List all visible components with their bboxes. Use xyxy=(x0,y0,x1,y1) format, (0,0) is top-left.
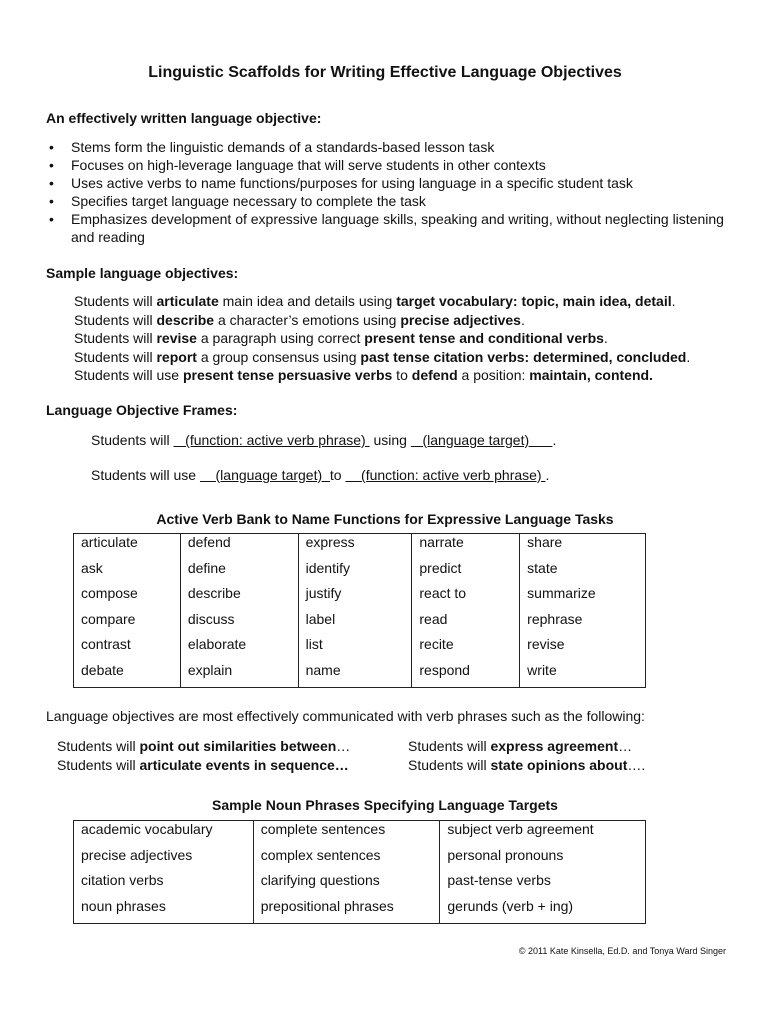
text-segment: present tense and conditional verbs xyxy=(364,330,604,346)
table-cell: prepositional phrases xyxy=(253,898,440,924)
text-segment: main idea and details using xyxy=(218,293,397,309)
table-cell: debate xyxy=(74,662,181,688)
text-segment: articulate events in sequence… xyxy=(139,756,349,773)
text-segment: defend xyxy=(411,367,458,383)
table-cell: citation verbs xyxy=(74,872,254,898)
table-cell: list xyxy=(298,636,412,662)
table-cell: complex sentences xyxy=(253,847,440,873)
table-cell: compose xyxy=(74,585,181,611)
table-cell: ask xyxy=(74,560,181,586)
table-cell: discuss xyxy=(180,611,298,637)
table-cell: express xyxy=(298,534,412,560)
text-segment: express agreement xyxy=(490,738,619,754)
table-cell: past-tense verbs xyxy=(440,872,646,898)
text-segment: . xyxy=(520,311,525,328)
table-row xyxy=(74,898,646,924)
table-row xyxy=(74,821,646,847)
table-row xyxy=(74,872,646,898)
table-cell: justify xyxy=(298,585,412,611)
table-cell: summarize xyxy=(520,585,646,611)
text-segment: a group consensus using xyxy=(196,348,361,365)
noun-phrases-caption: Sample Noun Phrases Specifying Language Targets xyxy=(212,797,558,813)
text-segment: a paragraph using correct xyxy=(196,330,365,346)
table-cell: narrate xyxy=(412,534,520,560)
table-row xyxy=(74,560,646,586)
section-heading-samples: Sample language objectives: xyxy=(46,265,239,281)
table-cell: label xyxy=(298,611,412,637)
table-cell: gerunds (verb + ing) xyxy=(440,898,646,924)
table-cell: precise adjectives xyxy=(74,847,254,873)
text-segment: a character’s emotions using xyxy=(214,311,401,328)
table-cell: share xyxy=(520,534,646,560)
text-segment: state opinions about xyxy=(490,756,628,773)
text-segment: . xyxy=(686,348,691,365)
text-segment: Students will xyxy=(74,348,157,365)
list-item: • Stems form the linguistic demands of a standards-based lesson task xyxy=(49,139,495,155)
list-item: • Specifies target language necessary to complete the task xyxy=(49,193,426,209)
verb-phrases-left xyxy=(57,737,350,774)
text-segment: maintain, contend. xyxy=(529,367,653,383)
table-cell: defend xyxy=(180,534,298,560)
table-cell: explain xyxy=(180,662,298,688)
verb-phrase-line xyxy=(57,756,350,775)
text-segment: Students will xyxy=(57,756,140,773)
table-cell: write xyxy=(520,662,646,688)
table-cell: rephrase xyxy=(520,611,646,637)
text-segment: …. xyxy=(627,756,646,773)
bullet-icon: • xyxy=(49,193,54,209)
table-cell: predict xyxy=(412,560,520,586)
list-item: • Uses active verbs to name functions/purposes for using language in a specific student task xyxy=(49,175,633,191)
table-cell: respond xyxy=(412,662,520,688)
text-segment: Students will xyxy=(408,756,491,773)
text-segment: a position: xyxy=(457,367,530,383)
objective-frame-2: Students will use (language target) to (function: active verb phrase) . xyxy=(91,467,550,483)
table-cell: read xyxy=(412,611,520,637)
sample-line xyxy=(74,348,690,367)
text-segment: to xyxy=(392,367,412,383)
page-title: Linguistic Scaffolds for Writing Effective Language Objectives xyxy=(148,64,622,81)
section-heading-objective: An effectively written language objective: xyxy=(46,110,322,126)
text-segment: . xyxy=(671,293,676,309)
text-segment: Students will xyxy=(74,293,157,309)
text-segment: . xyxy=(603,330,608,346)
verb-phrase-line xyxy=(57,737,350,756)
table-row xyxy=(74,662,646,688)
sample-line xyxy=(74,292,690,311)
table-cell: state xyxy=(520,560,646,586)
sample-line xyxy=(74,311,690,330)
verb-phrase-line xyxy=(408,756,645,775)
table-cell: elaborate xyxy=(180,636,298,662)
table-cell: identify xyxy=(298,560,412,586)
table-cell: compare xyxy=(74,611,181,637)
list-item: • Focuses on high-leverage language that will serve students in other contexts xyxy=(49,157,546,173)
table-row xyxy=(74,611,646,637)
text-segment: Students will xyxy=(57,738,140,754)
objective-frame-1: Students will (function: active verb phrase) using (language target) . xyxy=(91,432,557,448)
text-segment: describe xyxy=(156,311,215,328)
verb-bank-caption: Active Verb Bank to Name Functions for Expressive Language Tasks xyxy=(156,511,614,527)
table-row xyxy=(74,534,646,560)
noun-phrases-table xyxy=(73,820,646,924)
verb-bank-table xyxy=(73,533,646,688)
table-cell: revise xyxy=(520,636,646,662)
verb-phrases-intro: Language objectives are most effectively communicated with verb phrases such as the following: xyxy=(46,708,645,724)
text-segment: target vocabulary: topic, main idea, detail xyxy=(396,293,672,309)
text-segment: revise xyxy=(156,330,197,346)
table-cell: define xyxy=(180,560,298,586)
table-cell: describe xyxy=(180,585,298,611)
bullet-icon: • xyxy=(49,211,54,227)
text-segment: Students will xyxy=(408,738,491,754)
table-cell: personal pronouns xyxy=(440,847,646,873)
bullet-icon: • xyxy=(49,175,54,191)
text-segment: … xyxy=(336,738,351,754)
text-segment: Students will xyxy=(74,330,157,346)
text-segment: Students will use xyxy=(74,367,183,383)
text-segment: present tense persuasive verbs xyxy=(182,367,393,383)
bullet-icon: • xyxy=(49,139,54,155)
table-cell: noun phrases xyxy=(74,898,254,924)
table-cell: name xyxy=(298,662,412,688)
table-row xyxy=(74,847,646,873)
table-cell: subject verb agreement xyxy=(440,821,646,847)
sample-line xyxy=(74,329,690,348)
table-cell: recite xyxy=(412,636,520,662)
bullet-icon: • xyxy=(49,157,54,173)
table-cell: contrast xyxy=(74,636,181,662)
table-cell: clarifying questions xyxy=(253,872,440,898)
sample-objectives xyxy=(74,292,690,385)
sample-line xyxy=(74,366,690,385)
text-segment: past tense citation verbs: determined, concluded xyxy=(360,348,687,365)
text-segment: point out similarities between xyxy=(139,738,337,754)
text-segment: report xyxy=(156,348,197,365)
section-heading-frames: Language Objective Frames: xyxy=(46,402,238,418)
text-segment: precise adjectives xyxy=(400,311,521,328)
objective-criteria-list xyxy=(46,138,736,246)
table-cell: articulate xyxy=(74,534,181,560)
table-row xyxy=(74,636,646,662)
table-cell: academic vocabulary xyxy=(74,821,254,847)
table-row xyxy=(74,585,646,611)
table-cell: complete sentences xyxy=(253,821,440,847)
text-segment: Students will xyxy=(74,311,157,328)
copyright-notice: © 2011 Kate Kinsella, Ed.D. and Tonya Ward Singer xyxy=(518,946,726,956)
list-item: • Emphasizes development of expressive language skills, speaking and writing, without neglecting listening and reading xyxy=(49,211,724,245)
text-segment: … xyxy=(618,738,633,754)
table-cell: react to xyxy=(412,585,520,611)
text-segment: articulate xyxy=(156,293,219,309)
verb-phrases-right xyxy=(408,737,645,774)
verb-phrase-line xyxy=(408,737,645,756)
